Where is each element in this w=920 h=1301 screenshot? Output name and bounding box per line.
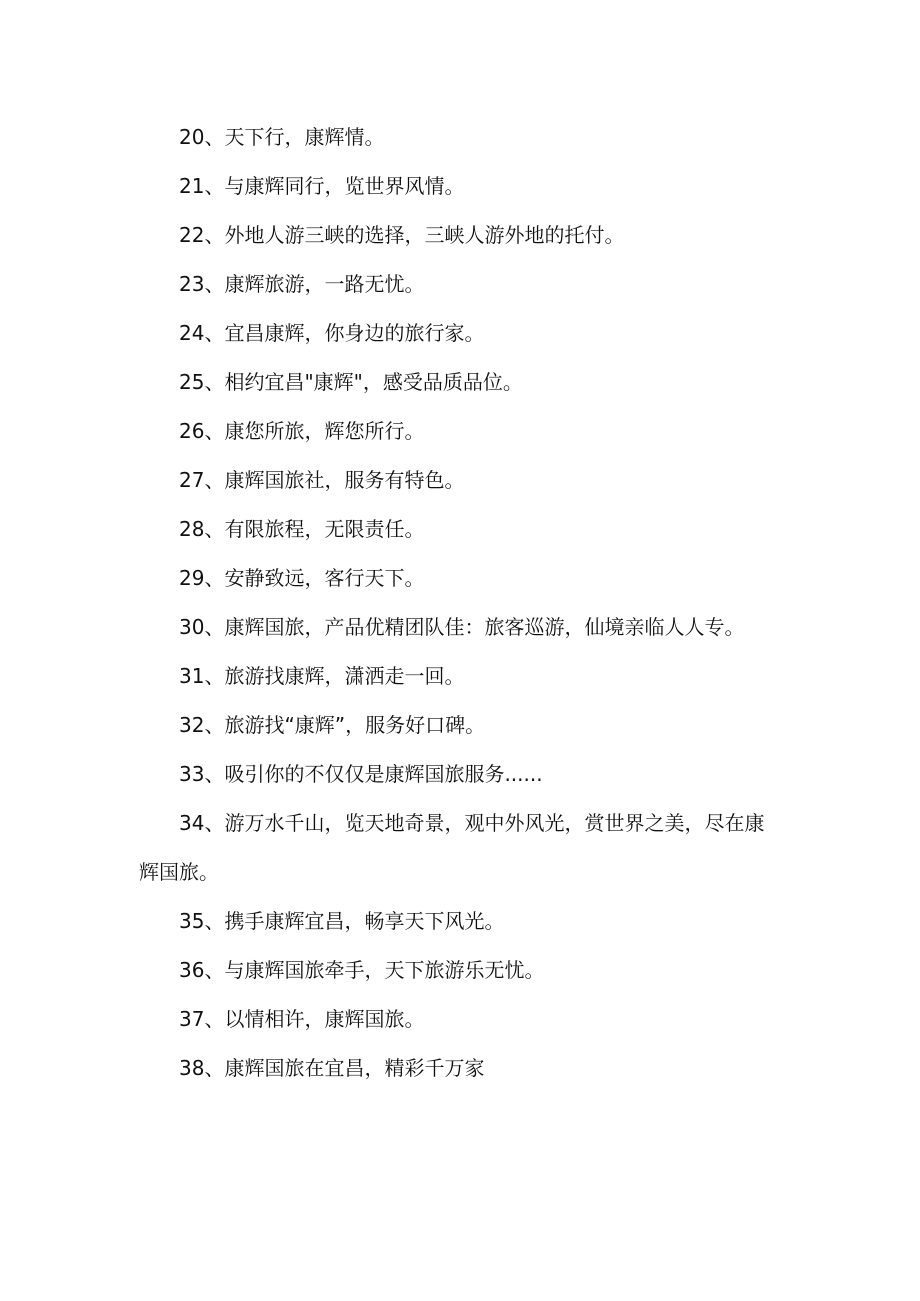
list-item: 20、天下行，康辉情。 — [179, 125, 385, 149]
list-item: 38、康辉国旅在宜昌，精彩千万家 — [179, 1056, 485, 1080]
list-item: 27、康辉国旅社，服务有特色。 — [179, 468, 465, 492]
list-item: 30、康辉国旅，产品优精团队佳：旅客巡游，仙境亲临人人专。 — [179, 615, 745, 639]
list-item: 37、以情相许，康辉国旅。 — [179, 1007, 425, 1031]
list-item: 31、旅游找康辉，潇洒走一回。 — [179, 664, 465, 688]
list-item: 33、吸引你的不仅仅是康辉国旅服务...... — [179, 762, 543, 786]
list-item: 34、游万水千山，览天地奇景，观中外风光，赏世界之美，尽在康辉国旅。 — [139, 811, 765, 884]
list-item: 35、携手康辉宜昌，畅享天下风光。 — [179, 909, 505, 933]
list-item: 23、康辉旅游，一路无忧。 — [179, 272, 425, 296]
list-item: 21、与康辉同行，览世界风情。 — [179, 174, 465, 198]
slogan-list — [139, 113, 769, 1093]
list-item: 24、宜昌康辉，你身边的旅行家。 — [179, 321, 485, 345]
list-item: 32、旅游找“康辉”，服务好口碑。 — [179, 713, 486, 737]
list-item: 28、有限旅程，无限责任。 — [179, 517, 425, 541]
list-item: 36、与康辉国旅牵手，天下旅游乐无忧。 — [179, 958, 545, 982]
list-item: 25、相约宜昌"康辉"，感受品质品位。 — [179, 370, 523, 394]
list-item: 26、康您所旅，辉您所行。 — [179, 419, 425, 443]
list-item: 29、安静致远，客行天下。 — [179, 566, 425, 590]
list-item: 22、外地人游三峡的选择，三峡人游外地的托付。 — [179, 223, 625, 247]
